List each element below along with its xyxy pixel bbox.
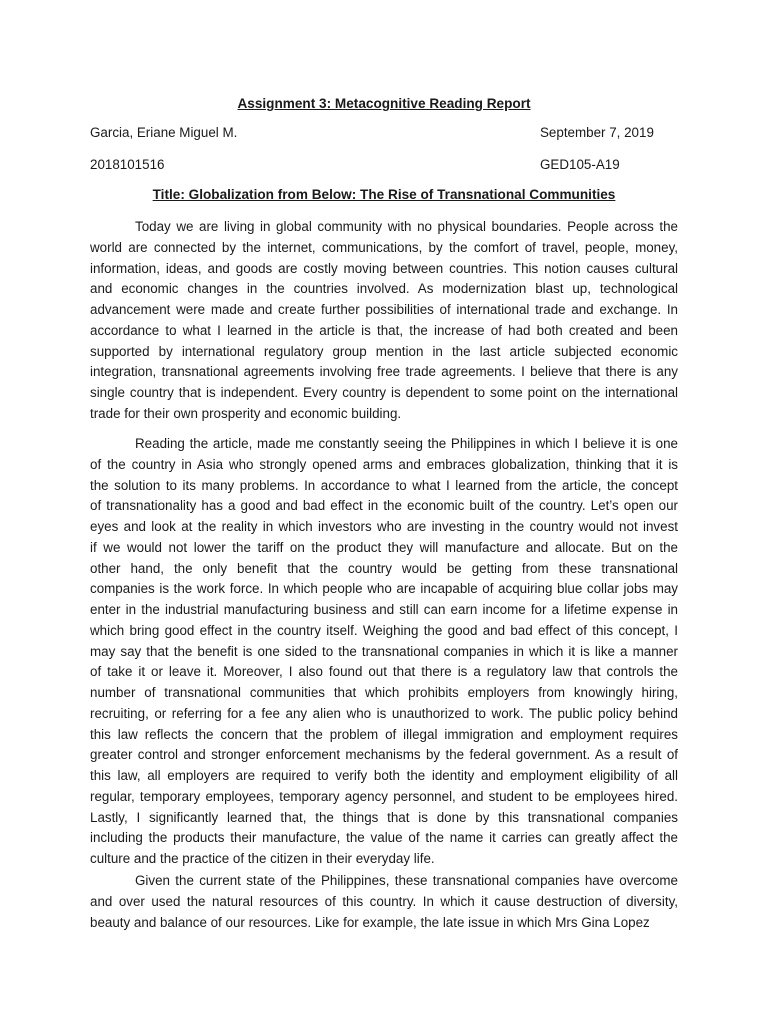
paragraph-2-line: which bring good effect in the country itself. Weighing the good and bad effect of this concept, I (90, 622, 678, 638)
paragraph-1-line: integration, transnational agreements involving free trade agreements. I believe that there is any (90, 364, 678, 380)
paragraph-2-line: culture and the practice of the citizen in their everyday life. (90, 851, 435, 866)
paragraph-2-line: Reading the article, made me constantly seeing the Philippines in which I believe it is one (135, 436, 678, 451)
paragraph-2-line: of the country in Asia who strongly opened arms and embraces globalization, thinking that it is (90, 456, 678, 472)
paragraph-2-line: other hand, the only benefit that the country would be getting from these transnational (90, 560, 678, 576)
paragraph-2-line: of take it or leave it. Moreover, I also found out that there is a regulatory law that controls the (90, 664, 678, 680)
paragraph-2-line: enter in the industrial manufacturing business and still can earn income for a lifetime expense in (90, 602, 678, 617)
paragraph-1-line: supported by international regulatory group mention in the last article subjected economic (90, 343, 678, 359)
paragraph-2-line: of transnationality has a good and bad effect in the economic built of the country. Let’s open our (90, 498, 678, 514)
paragraph-2-line: greater control and stronger enforcement mechanisms by the federal government. As a result of (90, 747, 678, 763)
paragraph-2-line: this law reflects the concern that the problem of illegal immigration and employment requires (90, 726, 678, 742)
paragraph-1-line: world are connected by the internet, communications, by the comfort of travel, people, money, (90, 239, 678, 255)
student-number: 2018101516 (90, 157, 165, 172)
paragraph-2-line: Lastly, I significantly learned that, the things that is done by this transnational companies (90, 809, 678, 825)
paragraph-1-line: Today we are living in global community with no physical boundaries. People across the (135, 219, 678, 234)
paragraph-3-line: beauty and balance of our resources. Like for example, the late issue in which Mrs Gina Lopez (90, 914, 650, 930)
paragraph-3-line: Given the current state of the Philippines, these transnational companies have overcome (135, 873, 678, 888)
paragraph-1-line: advancement were made and create further possibilities of international trade and exchange. In (90, 302, 678, 317)
student-name: Garcia, Eriane Miguel M. (90, 125, 238, 140)
paragraph-1-line: trade for their own prosperity and economic building. (90, 405, 402, 421)
paragraph-2-line: recruiting, or referring for a fee any alien who is unauthorized to work. The public policy behind (90, 705, 678, 721)
paragraph-2-line: eyes and look at the reality in which investors who are investing in the country would not invest (90, 519, 678, 534)
course-section: GED105-A19 (540, 157, 620, 172)
paragraph-2-line: if we would not lower the tariff on the product they will manufacture and allocate. But on the (90, 539, 678, 555)
paragraph-3-line: and over used the natural resources of this country. In which it cause destruction of diversity, (90, 893, 678, 909)
submission-date: September 7, 2019 (540, 125, 654, 140)
paragraph-1-line: accordance to what I learned in the article is that, the increase of had both created and been (90, 322, 678, 338)
paragraph-2-line: including the products their manufacture, the value of the name it carries can greatly affect the (90, 830, 678, 846)
paragraph-2-line: this law, all employers are required to verify both the identity and employment eligibility of all (90, 768, 678, 783)
paragraph-1-line: single country that is independent. Every country is dependent to some point on the international (90, 385, 678, 400)
paragraph-2-line: may say that the benefit is one sided to the transnational companies in which it is like a manner (90, 643, 678, 659)
paragraph-2-line: regular, temporary employees, temporary agency personnel, and student to be employees hired. (90, 788, 678, 804)
paragraph-1-line: and economic changes in the countries involved. As modernization blast up, technological (90, 281, 678, 297)
paragraph-2-line: number of transnational communities that which prohibits employers from knowingly hiring, (90, 685, 678, 700)
paragraph-1-line: information, ideas, and goods are costly moving between countries. This notion causes cultural (90, 260, 678, 276)
article-title: Title: Globalization from Below: The Rise of Transnational Communities (152, 187, 616, 202)
paragraph-2-line: the solution to its many problems. In accordance to what I learned from the article, the concept (90, 477, 678, 493)
assignment-title: Assignment 3: Metacognitive Reading Report (237, 96, 531, 111)
paragraph-2-line: companies is the work force. In which people who are incapable of acquiring blue collar jobs may (90, 581, 678, 597)
